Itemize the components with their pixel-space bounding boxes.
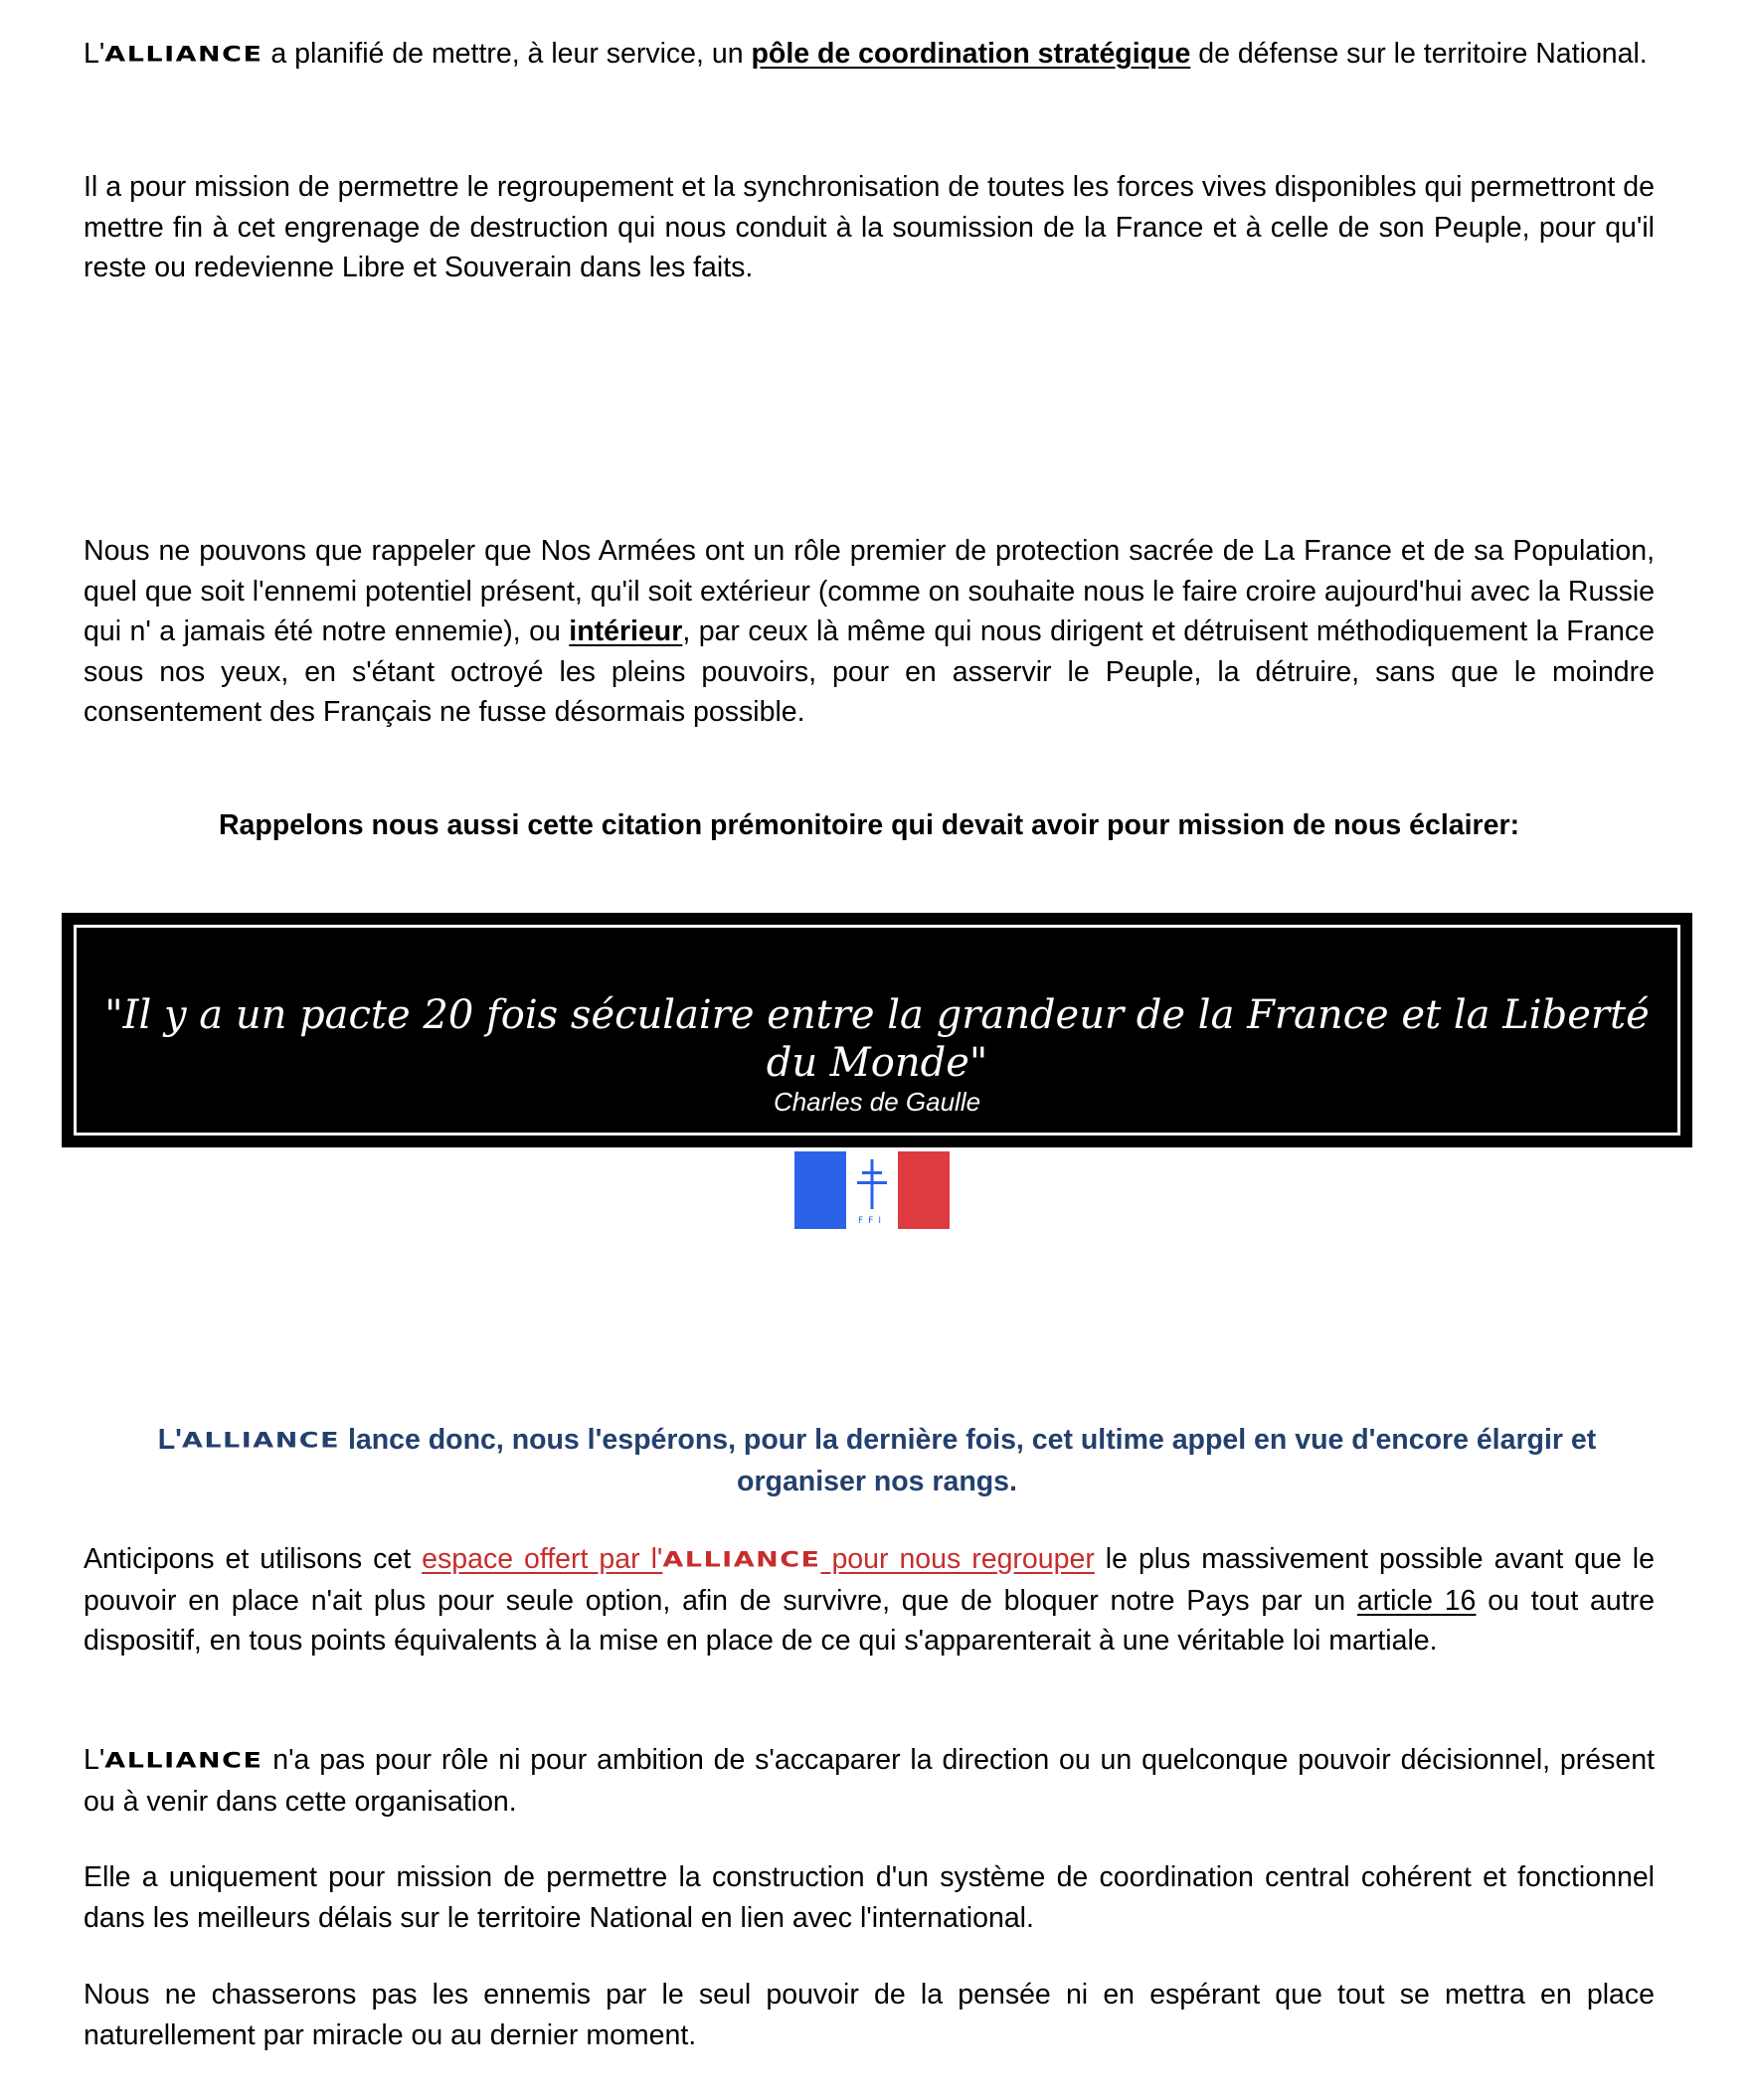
paragraph-conclusion: Nous ne chasserons pas les ennemis par le seul pouvoir de la pensée ni en espérant que tout se mettra en place naturellement par miracle ou au dernier moment.	[84, 1979, 1655, 2051]
quote-author: Charles de Gaulle	[773, 1087, 981, 1117]
espace-offert-link[interactable]: espace offert par l'ALLIANCE pour nous regrouper	[422, 1543, 1095, 1575]
paragraph-mission: Il a pour mission de permettre le regroupement et la synchronisation de toutes les forces vives disponibles qui permettront de mettre fin à cet engrenage de destruction qui nous conduit à la soumission de la France et à celle de son Peuple, pour qu'il reste ou redevienne Libre et Souverain dans les faits.	[84, 171, 1655, 283]
lorraine-cross-icon	[846, 1151, 898, 1229]
quote-text: "Il y a un pacte 20 fois séculaire entre la grandeur de la France et la Liberté du Monde"	[104, 992, 1650, 1086]
ffi-flag-image	[794, 1151, 950, 1229]
quote-box	[62, 913, 1692, 1147]
alliance-logo: ALLIANCE	[104, 42, 263, 67]
paragraph-anticipons: Anticipons et utilisons cet espace offert par l'ALLIANCE pour nous regrouper le plus massivement possible avant que le pouvoir en place n'ait plus pour seule option, afin de survivre, que de bloquer notre Pays par un article 16 ou tout autre dispositif, en tous points équivalents à la mise en place de ce qui s'apparenterait à une véritable loi martiale.	[84, 1543, 1656, 1657]
flag-red-band	[898, 1151, 950, 1229]
paragraph-coordination: Elle a uniquement pour mission de permettre la construction d'un système de coordination central cohérent et fonctionnel dans les meilleurs délais sur le territoire National en lien avec l'international.	[84, 1861, 1655, 1934]
alliance-logo: ALLIANCE	[104, 1748, 263, 1773]
paragraph-intro: L'ALLIANCE a planifié de mettre, à leur service, un pôle de coordination stratégique de défense sur le territoire National.	[84, 38, 1648, 70]
quote-frame	[74, 925, 1680, 1136]
paragraph-role: L'ALLIANCE n'a pas pour rôle ni pour ambition de s'accaparer la direction ou un quelconque pouvoir décisionnel, présent ou à venir dans cette organisation.	[84, 1744, 1655, 1818]
pole-coordination-link[interactable]: pôle de coordination stratégique	[751, 38, 1191, 70]
alliance-logo: ALLIANCE	[662, 1547, 821, 1572]
alliance-logo: ALLIANCE	[181, 1428, 341, 1453]
appeal-heading: L'ALLIANCE lance donc, nous l'espérons, pour la dernière fois, cet ultime appel en vue d'encore élargir et organiser nos rangs.	[157, 1424, 1597, 1497]
interieur-emphasis: intérieur	[569, 615, 683, 647]
ffi-label: FFI	[857, 1216, 887, 1226]
flag-blue-band	[794, 1151, 846, 1229]
article-16-link[interactable]: article 16	[1356, 1584, 1477, 1617]
paragraph-armees: Nous ne pouvons que rappeler que Nos Armées ont un rôle premier de protection sacrée de La France et de sa Population, quel que soit l'ennemi potentiel présent, qu'il soit extérieur (comme on souhaite nous le faire croire aujourd'hui avec la Russie qui n' a jamais été notre ennemie), ou intérieur, par ceux là même qui nous dirigent et détruisent méthodiquement la France sous nos yeux, en s'étant octroyé les pleins pouvoirs, pour en asservir le Peuple, la détruire, sans que le moindre consentement des Français ne fusse désormais possible.	[84, 535, 1655, 728]
citation-heading: Rappelons nous aussi cette citation prémonitoire qui devait avoir pour mission de nous éclairer:	[218, 809, 1520, 841]
